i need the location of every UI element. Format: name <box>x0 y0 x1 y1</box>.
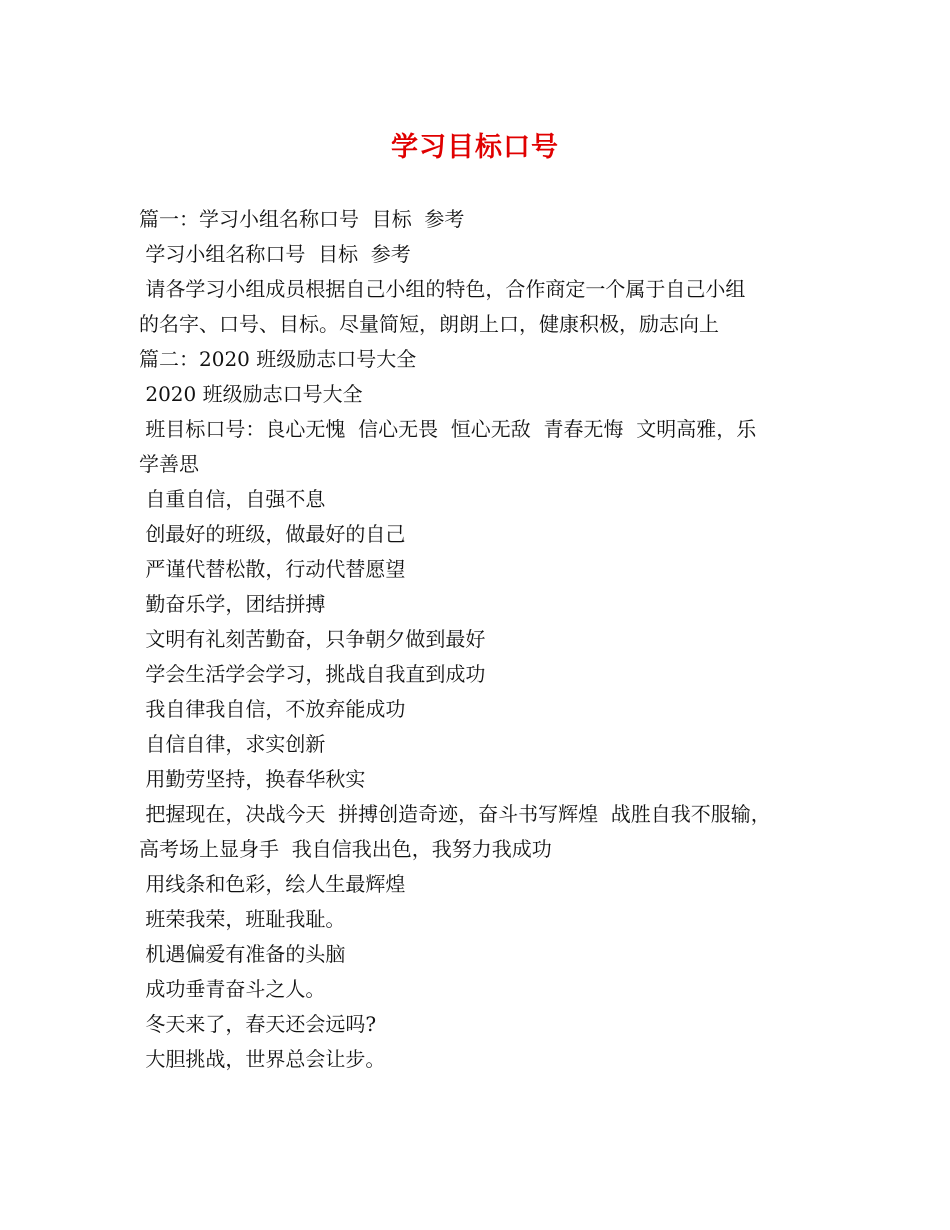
text-line: 学善思 <box>139 452 199 476</box>
text-line: 篇二：2020 班级励志口号大全 <box>139 347 417 371</box>
text-line: 勤奋乐学，团结拼搏 <box>139 592 326 616</box>
text-line: 自重自信，自强不息 <box>139 487 326 511</box>
text-line: 用线条和色彩，绘人生最辉煌 <box>139 872 406 896</box>
text-line: 把握现在，决战今天 拼搏创造奇迹，奋斗书写辉煌 战胜自我不服输， <box>139 802 771 826</box>
text-line: 用勤劳坚持，换春华秋实 <box>139 767 366 791</box>
text-line: 大胆挑战，世界总会让步。 <box>139 1047 386 1071</box>
text-line: 自信自律，求实创新 <box>139 732 326 756</box>
text-line: 我自律我自信，不放弃能成功 <box>139 697 406 721</box>
text-line: 的名字、口号、目标。尽量简短，朗朗上口，健康积极，励志向上 <box>139 312 719 336</box>
text-line: 学习小组名称口号 目标 参考 <box>139 242 411 266</box>
document-body <box>139 202 829 1077</box>
text-line: 成功垂青奋斗之人。 <box>139 977 326 1001</box>
text-line: 篇一：学习小组名称口号 目标 参考 <box>139 207 465 231</box>
text-line: 文明有礼刻苦勤奋，只争朝夕做到最好 <box>139 627 486 651</box>
document-title: 学习目标口号 <box>391 132 559 163</box>
text-line: 学会生活学会学习，挑战自我直到成功 <box>139 662 486 686</box>
text-line: 机遇偏爱有准备的头脑 <box>139 942 346 966</box>
text-line: 冬天来了，春天还会远吗? <box>139 1012 377 1036</box>
text-line: 2020 班级励志口号大全 <box>139 382 363 406</box>
text-line: 请各学习小组成员根据自己小组的特色，合作商定一个属于自己小组 <box>139 277 746 301</box>
text-line: 班目标口号：良心无愧 信心无畏 恒心无敌 青春无悔 文明高雅，乐 <box>139 417 757 441</box>
text-line: 高考场上显身手 我自信我出色，我努力我成功 <box>139 837 552 861</box>
text-line: 严谨代替松散，行动代替愿望 <box>139 557 406 581</box>
text-line: 班荣我荣，班耻我耻。 <box>139 907 346 931</box>
text-line: 创最好的班级，做最好的自己 <box>139 522 406 546</box>
